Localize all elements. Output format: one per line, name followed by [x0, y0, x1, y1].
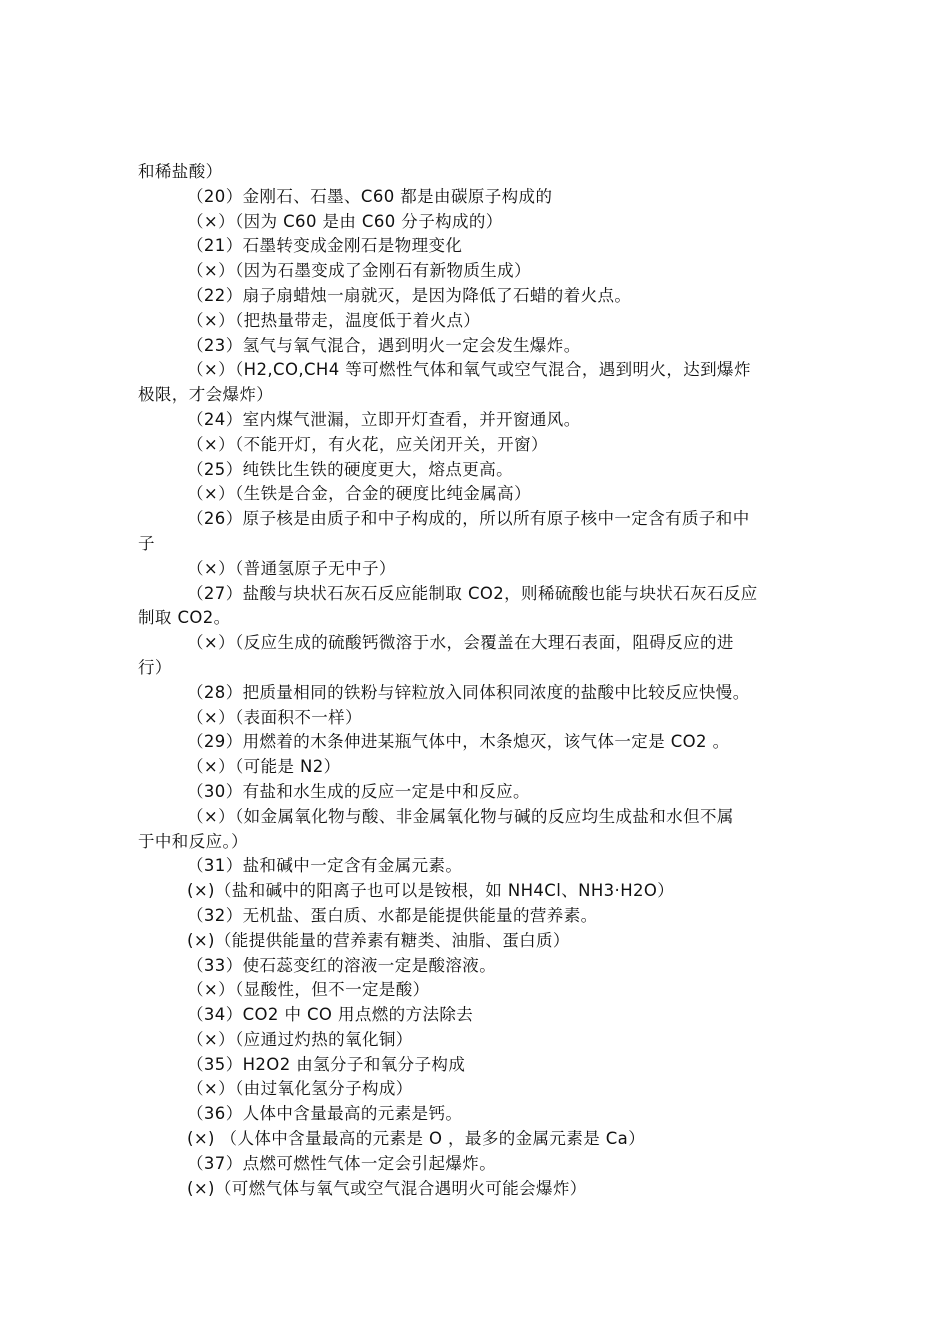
text-line: （24）室内煤气泄漏，立即开灯查看，并开窗通风。 [187, 409, 581, 429]
text-line: （×）（H2,CO,CH4 等可燃性气体和氧气或空气混合，遇到明火，达到爆炸 [187, 360, 751, 380]
text-line: （×）（把热量带走，温度低于着火点） [187, 310, 481, 330]
text-line: （29）用燃着的木条伸进某瓶气体中，木条熄灭，该气体一定是 CO2 。 [187, 732, 730, 752]
text-line: （31）盐和碱中一定含有金属元素。 [187, 856, 463, 876]
text-line: （×）（生铁是合金，合金的硬度比纯金属高） [187, 484, 531, 504]
text-line: （33）使石蕊变红的溶液一定是酸溶液。 [187, 955, 497, 975]
text-line: （30）有盐和水生成的反应一定是中和反应。 [187, 781, 530, 801]
text-line: （×）（普通氢原子无中子） [187, 558, 396, 578]
text-line: (×)（盐和碱中的阳离子也可以是铵根，如 NH4Cl、NH3·H2O） [187, 881, 675, 901]
text-line: （36）人体中含量最高的元素是钙。 [187, 1104, 463, 1124]
text-line: （37）点燃可燃性气体一定会引起爆炸。 [187, 1153, 497, 1173]
text-line: （22）扇子扇蜡烛一扇就灭，是因为降低了石蜡的着火点。 [187, 285, 632, 305]
text-line: 行） [138, 657, 172, 677]
text-line: （×）（不能开灯，有火花，应关闭开关，开窗） [187, 434, 548, 454]
text-line: （32）无机盐、蛋白质、水都是能提供能量的营养素。 [187, 905, 598, 925]
text-line: （23）氢气与氧气混合，遇到明火一定会发生爆炸。 [187, 335, 581, 355]
text-line: （28）把质量相同的铁粉与锌粒放入同体积同浓度的盐酸中比较反应快慢。 [187, 682, 750, 702]
text-line: （34）CO2 中 CO 用点燃的方法除去 [187, 1005, 474, 1025]
text-line: 子 [138, 533, 155, 553]
text-line: 和稀盐酸） [138, 162, 223, 181]
text-line: （35）H2O2 由氢分子和氧分子构成 [187, 1054, 466, 1074]
text-line: 极限，才会爆炸） [138, 385, 274, 405]
text-line: (×) （人体中含量最高的元素是 O ，最多的金属元素是 Ca） [187, 1129, 646, 1149]
text-line: （×）（如金属氧化物与酸、非金属氧化物与碱的反应均生成盐和水但不属 [187, 806, 734, 826]
text-line: (×)（可燃气体与氧气或空气混合遇明火可能会爆炸） [187, 1178, 587, 1198]
text-line: 于中和反应。） [138, 831, 249, 851]
text-line: （21）石墨转变成金刚石是物理变化 [187, 236, 463, 256]
text-line: （×）（由过氧化氢分子构成） [187, 1079, 413, 1099]
text-line: （×）（应通过灼热的氧化铜） [187, 1029, 413, 1049]
text-line: （20）金刚石、石墨、C60 都是由碳原子构成的 [187, 186, 553, 206]
text-line: （27）盐酸与块状石灰石反应能制取 CO2，则稀硫酸也能与块状石灰石反应 [187, 583, 758, 603]
text-line: （25）纯铁比生铁的硬度更大，熔点更高。 [187, 459, 513, 479]
text-line: （×）（可能是 N2） [187, 757, 341, 777]
text-line: （×）（因为石墨变成了金刚石有新物质生成） [187, 261, 531, 281]
text-line: （26）原子核是由质子和中子构成的，所以所有原子核中一定含有质子和中 [187, 509, 750, 529]
text-line: (×)（能提供能量的营养素有糖类、油脂、蛋白质） [187, 930, 570, 950]
document-body [138, 160, 838, 1201]
text-line: 制取 CO2。 [138, 608, 231, 628]
text-line: （×）（因为 C60 是由 C60 分子构成的） [187, 211, 503, 231]
text-line: （×）（显酸性，但不一定是酸） [187, 980, 430, 1000]
text-line: （×）（表面积不一样） [187, 707, 362, 727]
text-line: （×）（反应生成的硫酸钙微溶于水，会覆盖在大理石表面，阻碍反应的进 [187, 633, 734, 653]
